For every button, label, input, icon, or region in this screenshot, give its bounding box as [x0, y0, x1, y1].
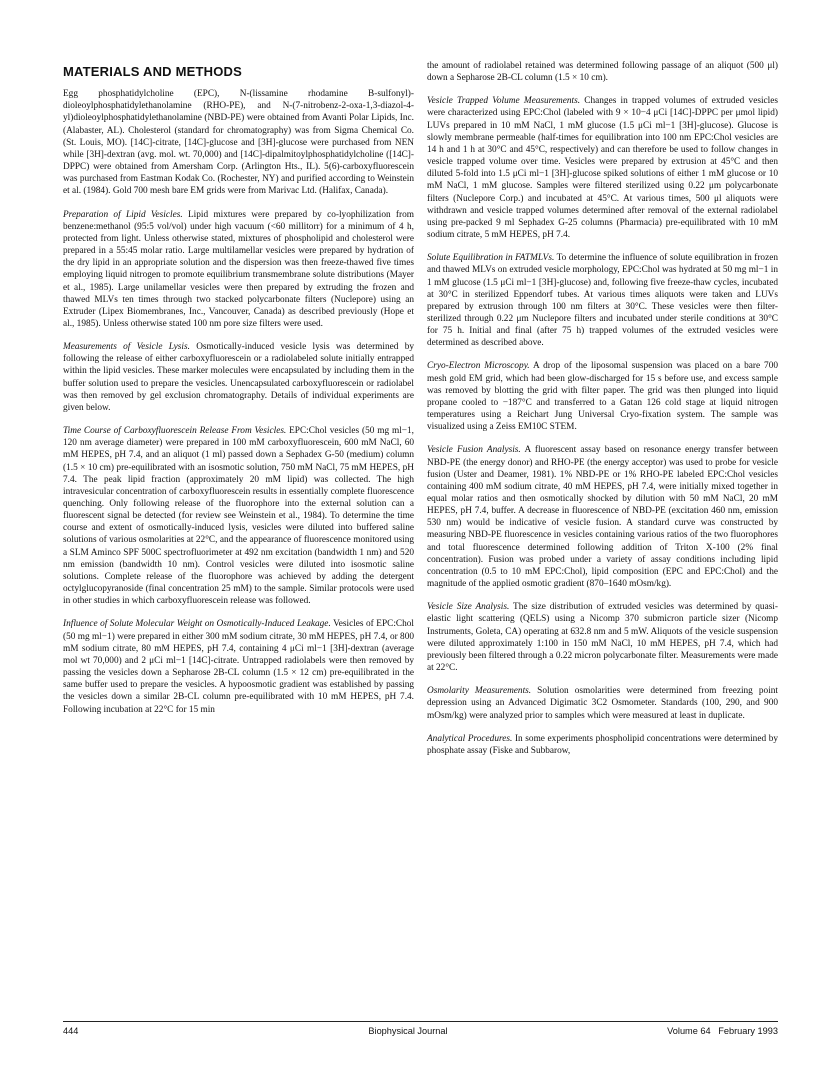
- paragraph: [427, 95, 778, 241]
- paragraph: [427, 444, 778, 590]
- paragraph-text: Solution osmolarities were determined from freezing point depression using an Advanced Digimatic 3C2 Osmometer. Standards (100, 290, and 900 mOsm/kg) were analyzed prior to samples which were measured at least in duplicate.: [427, 686, 779, 721]
- paragraph-lead: Vesicle Size Analysis.: [427, 602, 510, 613]
- paragraph-lead: Analytical Procedures.: [427, 733, 513, 744]
- paragraph: [63, 341, 414, 414]
- paragraph: [63, 618, 414, 715]
- journal-name: Biophysical Journal: [368, 1026, 448, 1036]
- paragraph-lead: Time Course of Carboxyfluorescein Release From Vesicles.: [63, 426, 287, 437]
- paragraph-lead: Preparation of Lipid Vesicles.: [63, 209, 183, 220]
- paragraph: [63, 209, 414, 331]
- volume-info: Volume 64 February 1993: [667, 1026, 778, 1036]
- paragraph-text: Osmotically-induced vesicle lysis was determined by following the release of either carboxyfluorescein or a radiolabeled solute initially entrapped within the lipid vesicles. These marker molecules were encapsulated by including them in the buffer solution used to prepare the vesicles. Unencapsulated carboxyfluorescein or radiolabel was then removed by gel exclusion chromatography. Details of individual experiments are given below.: [63, 342, 414, 413]
- paragraph-text: Vesicles of EPC:Chol (50 mg ml−1) were prepared in either 300 mM sodium citrate, 30 mM HEPES, pH 7.4, or 800 mM sodium citrate, 80 mM HEPES, pH 7.4, containing 4 μCi ml−1 [3H]-dextran (average mol wt 70,000) and 2 μCi ml−1 [14C]-citrate. Untrapped radiolabels were then removed by passing the vesicles down a Sepharose 2B-CL column (1.5 × 12 cm) pre-equilibrated in the same buffer used to prepare the vesicles. A hypoosmotic gradient was established by passing the vesicles down a similar 2B-CL column pre-equilibrated with 10 mM HEPES, pH 7.4. Following incubation at 22°C for 15 min: [63, 619, 414, 715]
- footer-divider: [63, 1021, 778, 1022]
- paragraph-text: A drop of the liposomal suspension was placed on a bare 700 mesh gold EM grid, which had been glow-discharged for 15 s before use, and excess sample was removed by blotting the grid with filter paper. The grid was then plunged into liquid propane cooled to −187°C and transferred to a Gatan 126 cold stage at liquid nitrogen temperatures using a Reichart Jung Universal Cryo-fixation system. The sample was visualized using a Zeiss EM10C STEM.: [427, 361, 779, 433]
- paragraph: [427, 685, 778, 721]
- paragraph-text: To determine the influence of solute equilibration in frozen and thawed MLVs on extruded vesicle morphology, EPC:Chol was hydrated at 50 mg ml−1 in 1 mM glucose (1.5 μCi ml−1 [3H]-glucose) and, following five freeze-thaw cycles, incubated at 30°C in sterilized Eppendorf tubes. At various times aliquots were taken and LUVs prepared by extrusion through 100 nm filters at 30°C. These vesicles were then filter-sterilized through 0.22 μm Nuclepore filters and incubated under sterile conditions at 30°C for 75 h. Initial and final (after 75 h) trapped volumes of the extruded vesicles were determined as described above.: [427, 253, 778, 349]
- paragraph-text: The size distribution of extruded vesicles was determined by quasi-elastic light scattering (QELS) using a Nicomp 370 submicron particle sizer (Nicomp Instruments, Goleta, CA) operating at 632.8 nm and 5 mW. Aliquots of the vesicle suspension were diluted approximately 1:100 in 150 mM NaCl, 10 mM HEPES, pH 7.4, which had previously been filtered through a 0.22 micron polycarbonate filter. Measurements were made at 22°C.: [427, 602, 778, 674]
- paragraph: [427, 733, 778, 757]
- paragraph-text: Egg phosphatidylcholine (EPC), N-(lissamine rhodamine B-sulfonyl)-dioleoylphosphatidylethanolamine (RHO-PE), and N-(7-nitrobenz-2-oxa-1,3-diazol-4-yl)dioleoylphosphatidylethanolamine (NBD-PE) were obtained from Avanti Polar Lipids, Inc. (Alabaster, AL). Cholesterol (standard for chromatography) was from Sigma Chemical Co. (St. Louis, MO). [14C]-citrate, [14C]-glucose and [3H]-glucose were purchased from NEN while [3H]-dextran (avg. mol. wt. 70,000) and [14C]-dipalmitoylphosphatidylcholine ([14C]-DPPC) were obtained from Amersham Corp. (Arlington Hts., IL). 5(6)-carboxyfluorescein was purchased from Eastman Kodak Co. (Rochester, NY) and purified according to Weinstein et al. (1984). Gold 700 mesh bare EM grids were from Marivac Ltd. (Halifax, Canada).: [63, 89, 414, 197]
- paragraph: [427, 601, 778, 674]
- paragraph: [63, 88, 414, 197]
- paragraph-text: the amount of radiolabel retained was determined following passage of an aliquot (500 μl) down a Sepharose 2B-CL column (1.5 × 10 cm).: [427, 61, 778, 84]
- paragraph-lead: Solute Equilibration in FATMLVs.: [427, 253, 555, 264]
- paragraph-lead: Osmolarity Measurements.: [427, 686, 532, 697]
- page-number: 444: [63, 1026, 79, 1036]
- paragraph-text: In some experiments phospholipid concentrations were determined by phosphate assay (Fiske and Subbarow,: [427, 733, 779, 756]
- paragraph-text: A fluorescent assay based on resonance energy transfer between NBD-PE (the energy donor) and RHO-PE (the energy acceptor) was used to probe for vesicle fusion (Uster and Deamer, 1981). 1% NBD-PE or 1% RHO-PE labeled EPC:Chol vesicles containing 400 mM sodium citrate, 40 mM HEPES, pH 7.4, were initially mixed together in equal molar ratios and then osmotically shocked by dilution with 50 mM NaCl, 20 mM HEPES, pH 7.4, buffer. A decrease in fluorescence of NBD-PE (excitation 460 nm, emission 530 nm) would be indicative of vesicle fusion. A standard curve was constructed by measuring NBD-PE fluorescence in vesicles containing various ratios of the two fluorophores and total fluorescence determined following addition of Triton X-100 (2% final concentration). Fusion was probed under a variety of assay conditions including lipid concentration (0.5 to 10 mM EPC:Chol), lipid composition (EPC and EPC:Chol) and the magnitude of the applied osmotic gradient (870–1640 mOsm/kg).: [427, 445, 778, 590]
- left-column: [63, 66, 414, 727]
- paragraph-lead: Cryo-Electron Microscopy.: [427, 361, 530, 372]
- paragraph: [63, 425, 414, 607]
- paragraph-text: Lipid mixtures were prepared by co-lyophilization from benzene:methanol (95:5 vol/vol) under high vacuum (<60 millitorr) for a minimum of 4 h, protected from light. Unless otherwise stated, mixtures of phospholipid and cholesterol were prepared in a 55:45 molar ratio. Large multilamellar vesicles were prepared by hydration of the dry lipid in an appropriate solution and the dispersion was then freeze-thawed five times employing liquid nitrogen to promote equilibrium transmembrane solute distributions (Mayer et al., 1985). Large unilamellar vesicles were then prepared by extruding the frozen and thawed MLVs ten times through two stacked polycarbonate filters (Nuclepore) using an Extruder (Lipex Biomembranes, Inc., Vancouver, Canada) as described previously (Hope et al., 1985). Unless otherwise stated 100 nm pore size filters were used.: [63, 209, 415, 329]
- paragraph: [427, 60, 778, 84]
- paragraph-text: Changes in trapped volumes of extruded vesicles were characterized using EPC:Chol (labeled with 9 × 10−4 μCi [14C]-DPPC per μmol lipid) LUVs prepared in 10 mM NaCl, 1 mM glucose (1.5 μCi ml−1 [3H]-glucose). Glucose is slowly membrane permeable (half-times for equilibration into 100 nm EPC:Chol vesicles are 14 h and 1 h at 30°C and 45°C, respectively) and can therefore be used to follow changes in vesicle trapped volume over time. Vesicles were prepared by extrusion at 45°C and then diluted 5-fold into 1.5 μCi ml−1 [3H]-glucose spiked solutions of either 1 mM glucose or 10 mM NaCl, 1 mM glucose. Samples were filtered sterilized using 0.22 μm polycarbonate filters (Nuclepore Corp.) and incubated at 45°C. At various times, 500 μl aliquots were withdrawn and vesicle trapped volumes determined after removal of the external radiolabel using pre-packed 9 ml Sephadex G-25 columns (Pharmacia) pre-equilibrated with 10 mM sodium citrate, 5 mM HEPES, pH 7.4.: [427, 96, 778, 241]
- paragraph: [427, 252, 778, 349]
- paragraph: [427, 360, 778, 433]
- right-paragraphs: [427, 60, 778, 757]
- paragraph-lead: Measurements of Vesicle Lysis.: [63, 342, 190, 353]
- right-column: [427, 60, 778, 768]
- left-paragraphs: [63, 88, 414, 716]
- paragraph-lead: Vesicle Fusion Analysis.: [427, 445, 521, 456]
- section-heading: MATERIALS AND METHODS: [63, 64, 242, 79]
- paragraph-lead: Influence of Solute Molecular Weight on Osmotically-Induced Leakage.: [63, 619, 331, 630]
- paragraph-text: EPC:Chol vesicles (50 mg ml−1, 120 nm average diameter) were prepared in 100 mM carboxyfluorescein, 600 mM NaCl, 60 mM HEPES, pH 7.4, and an aliquot (1 ml) passed down a Sephadex G-50 (medium) column (1.5 × 10 cm) pre-equilibrated with an isosmotic solution, 750 mM NaCl, 75 mM HEPES, pH 7.4. The peak lipid fraction (approximately 20 mM lipid) was collected. The high intravesicular concentration of carboxyfluorescein results in essentially complete fluorescence quenching. Only following release of the fluorophore into the external solution can a fluorescent signal be detected (for review see Weinstein et al., 1984). To determine the time course and extent of osmotically-induced lysis, vesicles were diluted into buffered saline solutions of various osmolarities at 22°C, and the appearance of fluorescence monitored using a SLM Aminco SPF 500C spectrofluorimeter at 492 nm excitation (bandwidth 1 nm) and 520 nm emission (bandwidth 10 nm). Control vesicles were diluted into isosmotic saline solutions. Complete release of the fluorophore was achieved by adding the detergent octylglucopyranoside (final concentration 25 mM) to the sample. Similar protocols were used in other studies in which carboxyfluorescein release was followed.: [63, 426, 414, 607]
- paragraph-lead: Vesicle Trapped Volume Measurements.: [427, 96, 581, 107]
